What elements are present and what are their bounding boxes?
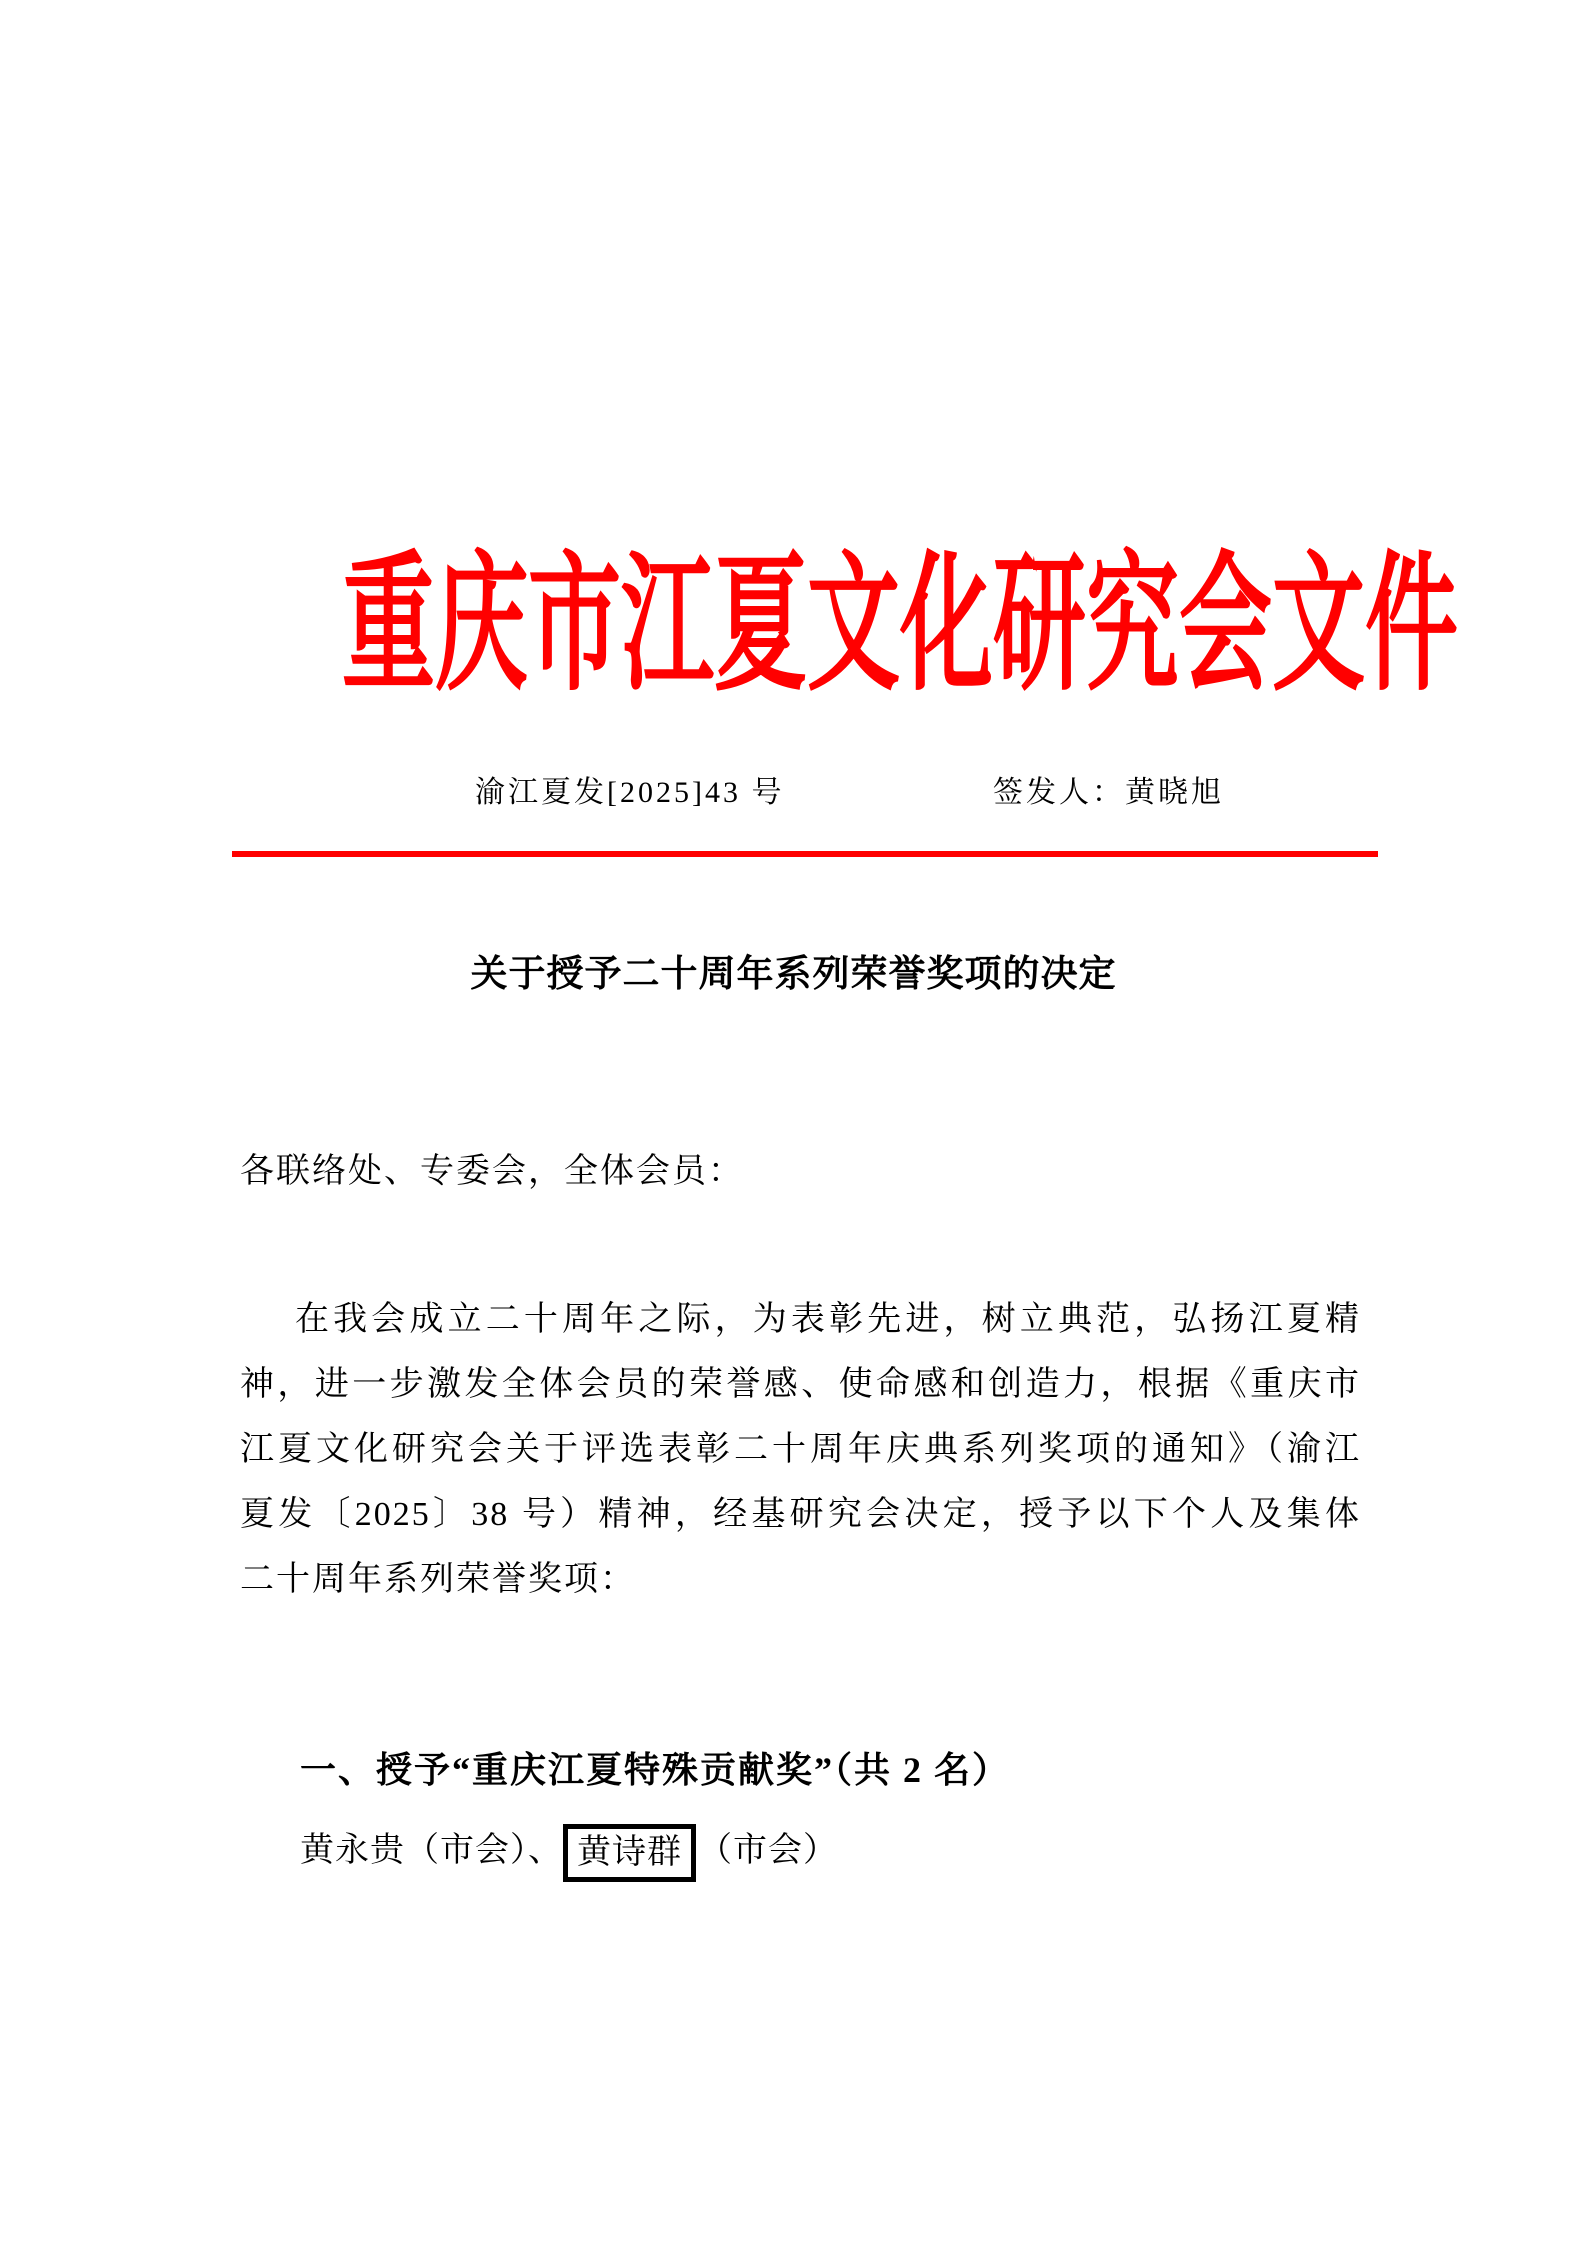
body-paragraph bbox=[240, 1287, 1361, 1612]
body-line-5: 二十周年系列荣誉奖项： bbox=[240, 1561, 636, 1598]
body-line-3: 江夏文化研究会关于评选表彰二十周年庆典系列奖项的通知》（渝江 bbox=[240, 1431, 1361, 1468]
recipient-2-selection-box[interactable]: 黄诗群 bbox=[563, 1824, 696, 1882]
section-1-heading: 一、授予“重庆江夏特殊贡献奖”（共 2 名） bbox=[300, 1750, 1011, 1790]
issuer-label: 签发人：黄晓旭 bbox=[993, 776, 1224, 809]
recipients-line bbox=[300, 1820, 838, 1882]
page-title: 关于授予二十周年系列荣誉奖项的决定 bbox=[470, 954, 1117, 995]
recipient-2-affiliation: （市会） bbox=[698, 1832, 838, 1869]
org-masthead-title: 重庆市江夏文化研究会文件 bbox=[342, 543, 1459, 709]
org-masthead bbox=[0, 543, 1587, 709]
body-line-2: 神，进一步激发全体会员的荣誉感、使命感和创造力，根据《重庆市 bbox=[240, 1366, 1361, 1403]
salutation: 各联络处、专委会，全体会员： bbox=[240, 1153, 744, 1190]
doc-number: 渝江夏发[2025]43 号 bbox=[475, 776, 785, 809]
red-divider-rule bbox=[232, 851, 1378, 857]
body-line-4: 夏发〔2025〕38 号）精神，经基研究会决定，授予以下个人及集体 bbox=[240, 1496, 1361, 1533]
body-line-1: 在我会成立二十周年之际，为表彰先进，树立典范，弘扬江夏精 bbox=[295, 1301, 1361, 1338]
recipient-1: 黄永贵（市会）、 bbox=[300, 1832, 563, 1869]
